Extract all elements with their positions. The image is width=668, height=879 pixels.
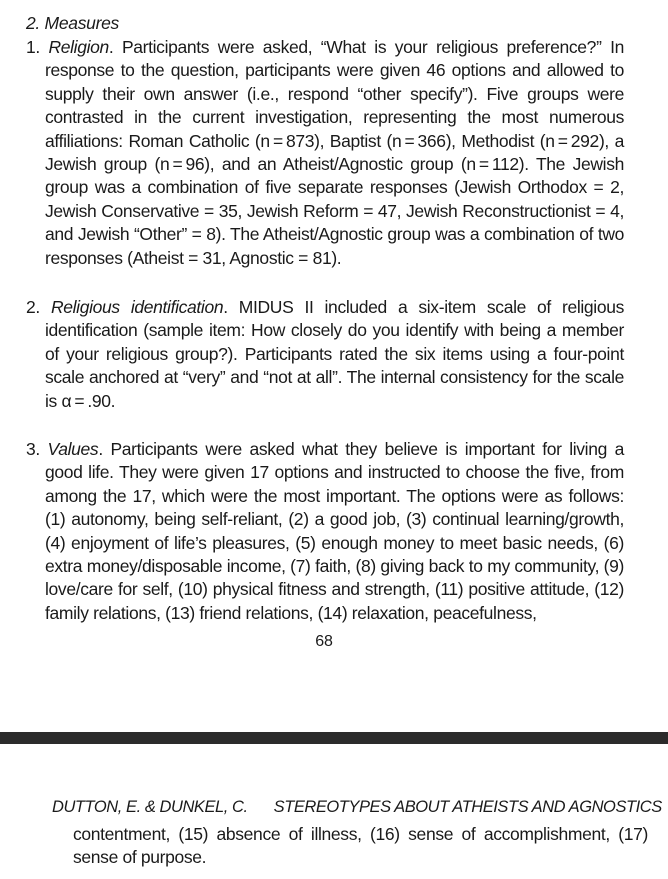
running-header — [52, 796, 662, 818]
measure-item-values — [26, 438, 624, 625]
running-header-authors: DUTTON, E. & DUNKEL, C. — [52, 798, 248, 816]
item-number: 1. — [26, 37, 40, 57]
measure-item-religion — [26, 36, 624, 270]
continuation-text: contentment, (15) absence of illness, (16) sense of accomplishment, (17) sense of purpose. — [73, 824, 648, 868]
measure-item-religious-identification — [26, 296, 624, 413]
item-text: . Participants were asked, “What is your religious preference?” In response to the question, participants were given 46 options and allowed to supply their own answer (i.e., respond “other specify”). Five groups were contrasted in the current investigation, representing the most numerous affiliations: Roman Catholic (n = 873), Baptist (n = 366), Methodist (n = 292), a Jewish group (n = 96), and an Atheist/Agnostic group (n = 112). The Jewish group was a combination of five separate responses (Jewish Orthodox = 2, Jewish Conservative = 35, Jewish Reform = 47, Jewish Reconstructionist = 4, and Jewish “Other” = 8). The Atheist/Agnostic group was a combination of two responses (Atheist = 31, Agnostic = 81). — [45, 37, 624, 268]
item-title: Values — [47, 439, 99, 459]
running-header-title: STEREOTYPES ABOUT ATHEISTS AND AGNOSTICS — [273, 798, 662, 816]
item-text: . Participants were asked what they believe is important for living a good life. They were given 17 options and instructed to choose the five, from among the 17, which were the most important. The options were as follows: (1) autonomy, being self-reliant, (2) a good job, (3) continual learning/growth, (4) enjoyment of life’s pleasures, (5) enough money to meet basic needs, (6) extra money/disposable income, (7) faith, (8) giving back to my community, (9) love/care for self, (10) physical fitness and strength, (11) positive attitude, (12) family relations, (13) friend relations, (14) relaxation, peacefulness, — [45, 439, 625, 623]
page-separator — [0, 732, 668, 744]
item-title: Religious identification — [50, 297, 224, 317]
item-title: Religion — [48, 37, 109, 57]
item-number: 3. — [26, 439, 40, 459]
page-number: 68 — [315, 633, 333, 650]
item-text: . MIDUS II included a six-item scale of religious identification (sample item: How closely do you identify with being a member of your religious group?). Participants rated the six items using a four-point scale anchored at “very” and “not at all”. The internal consistency for the scale is α = .90. — [45, 297, 624, 411]
item-number: 2. — [26, 297, 40, 317]
section-heading: 2. Measures — [26, 13, 119, 33]
